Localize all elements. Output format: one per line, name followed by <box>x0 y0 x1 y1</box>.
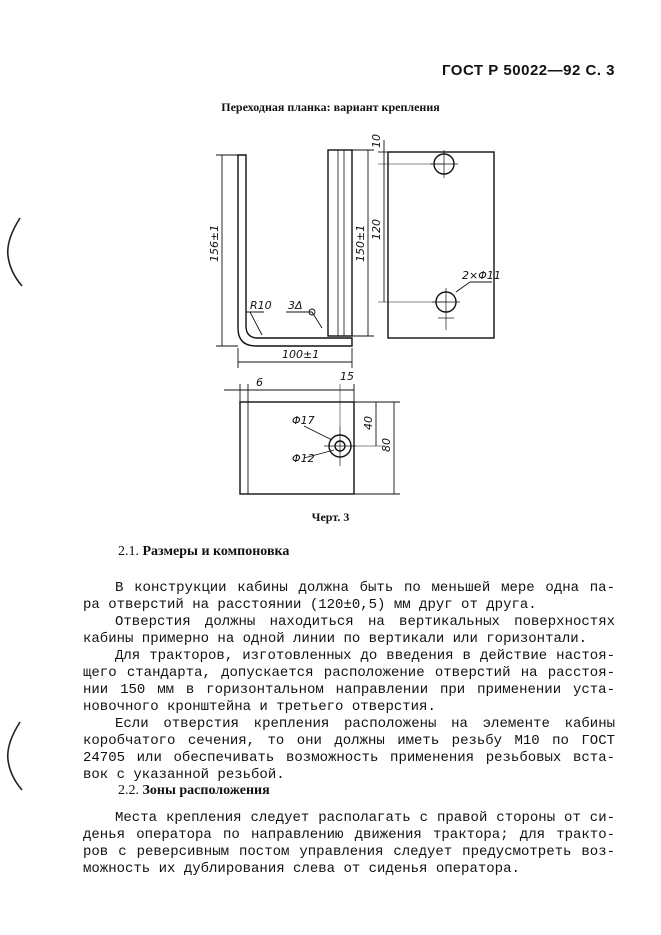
paragraph-line: 24705 или обеспечивать возможность применения резьбовых вста- <box>83 750 615 766</box>
label-dim-6: 6 <box>256 376 263 389</box>
paragraph-line: щего стандарта, допускается расположение отверстий на расстоя- <box>83 665 615 681</box>
paragraph-line: коробчатого сечения, то они должны иметь резьбу М10 по ГОСТ <box>83 733 615 749</box>
label-dim-120: 120 <box>370 219 383 240</box>
paragraph-line: новочного кронштейна и третьего отверстия. <box>83 699 436 715</box>
page-header: ГОСТ Р 50022—92 С. 3 <box>441 62 615 79</box>
paragraph-line: Отверстия должны находиться на вертикальных поверхностях <box>115 614 615 630</box>
section-number: 2.2. <box>118 783 139 798</box>
label-dim-156: 156±1 <box>208 224 221 262</box>
label-r10: R10 <box>250 299 272 312</box>
paragraph <box>83 614 615 648</box>
section-heading-2-1 <box>118 544 289 560</box>
paragraph <box>83 716 615 784</box>
paragraph-line: Места крепления следует располагать с правой стороны от си- <box>115 810 615 826</box>
paragraph-line: можность их дублирования слева от сиденья оператора. <box>83 861 520 877</box>
paragraph-line: денья оператора по направлению движения трактора; для тракто- <box>83 827 615 843</box>
label-weld: 3Δ <box>288 299 303 312</box>
paragraph-line: В конструкции кабины должна быть по меньшей мере одна па- <box>115 580 615 596</box>
paragraph-line: ров с реверсивным постом управления следует предусмотреть воз- <box>83 844 615 860</box>
paragraph-line: вок с указанной резьбой. <box>83 767 285 783</box>
margin-mark-top <box>8 218 22 286</box>
bracket-edge-view <box>328 150 352 336</box>
section-title: Зоны расположения <box>142 783 270 798</box>
label-dim-100: 100±1 <box>282 348 320 361</box>
paragraph-line: Если отверстия крепления расположены на элементе кабины <box>115 716 615 732</box>
figure-caption: Черт. 3 <box>311 510 350 524</box>
paragraph <box>83 810 615 878</box>
label-holes: 2×Φ11 <box>462 269 501 282</box>
label-dim-80: 80 <box>380 438 393 452</box>
label-dim-10: 10 <box>370 134 383 148</box>
paragraph-line: нии 150 мм в горизонтальном направлении при применении уста- <box>83 682 615 698</box>
paragraph-line: Для тракторов, изготовленных до введения в действие настоя- <box>115 648 615 664</box>
label-dim-40: 40 <box>362 416 375 430</box>
label-dim-15: 15 <box>340 370 354 383</box>
label-phi12: Φ12 <box>292 452 315 465</box>
section-number: 2.1. <box>118 544 139 559</box>
bracket-outline <box>238 155 352 346</box>
section-title: Размеры и компоновка <box>142 544 290 559</box>
paragraph-line: ра отверстий на расстоянии (120±0,5) мм друг от друга. <box>83 597 537 613</box>
figure-title: Переходная планка: вариант крепления <box>221 100 440 114</box>
label-phi17: Φ17 <box>292 414 315 427</box>
section-heading-2-2 <box>118 783 270 799</box>
margin-mark-bottom <box>8 722 22 790</box>
paragraph-line: кабины примерно на одной линии по вертикали или горизонтали. <box>83 631 588 647</box>
paragraph <box>83 580 615 614</box>
label-dim-150: 150±1 <box>354 224 367 262</box>
paragraph <box>83 648 615 716</box>
